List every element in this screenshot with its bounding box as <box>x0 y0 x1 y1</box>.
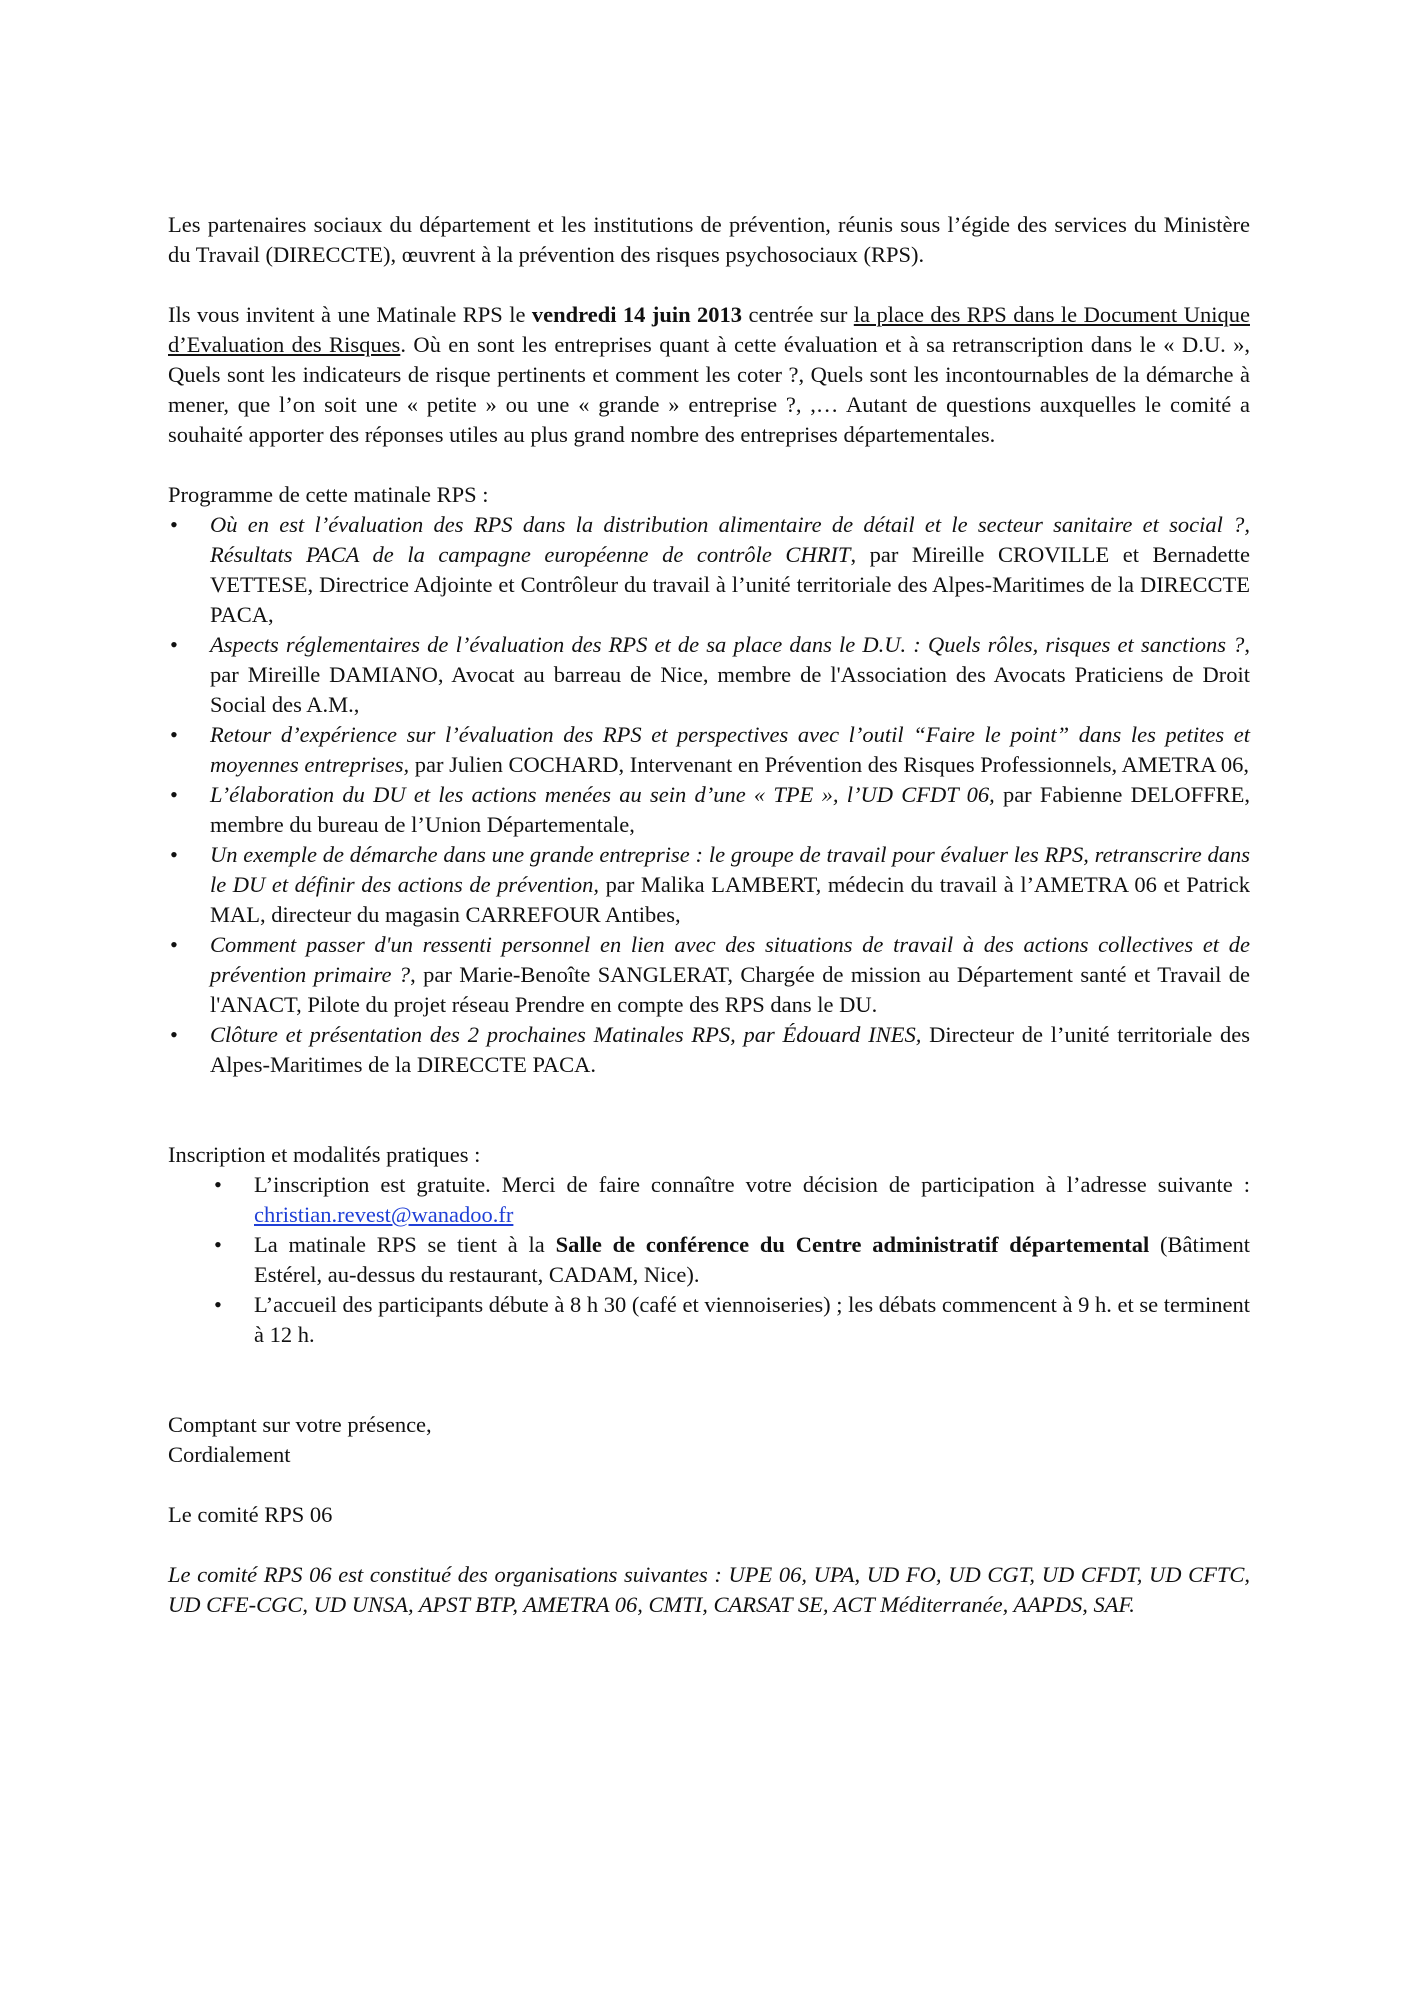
email-link[interactable]: christian.revest@wanadoo.fr <box>254 1202 514 1227</box>
invitation-prefix: Ils vous invitent à une Matinale RPS le <box>168 302 532 327</box>
programme-item-speaker: par Fabienne DELOFFRE, membre du bureau de l’Union Départementale, <box>210 782 1250 837</box>
inscription-item-location <box>168 1230 1250 1290</box>
programme-list <box>168 510 1250 1080</box>
bullet-icon: • <box>214 1292 222 1317</box>
inscription-list <box>168 1170 1250 1350</box>
bullet-icon: • <box>214 1232 222 1257</box>
programme-item <box>168 510 1250 630</box>
location-suffix: (Bâtiment Estérel, au-dessus du restaurant, CADAM, Nice). <box>254 1232 1250 1287</box>
bullet-icon: • <box>170 1022 178 1047</box>
programme-item-title: Un exemple de démarche dans une grande entreprise : le groupe de travail pour évaluer les RPS, retranscrire dans le DU et définir des actions de prévention, <box>210 842 1250 897</box>
committee-composition: Le comité RPS 06 est constitué des organisations suivantes : UPE 06, UPA, UD FO, UD CGT, UD CFDT, UD CFTC, UD CFE-CGC, UD UNSA, APST BTP, AMETRA 06, CMTI, CARSAT SE, ACT Méditerranée, AAPDS, SAF. <box>168 1562 1250 1617</box>
document-page <box>168 210 1250 1620</box>
registration-text: L’inscription est gratuite. Merci de faire connaître votre décision de participation à l’adresse suivante : <box>254 1172 1250 1197</box>
bullet-icon: • <box>170 782 178 807</box>
programme-item <box>168 720 1250 780</box>
location-prefix: La matinale RPS se tient à la <box>254 1232 556 1257</box>
inscription-item-schedule <box>168 1290 1250 1350</box>
event-topic: la place des RPS dans le Document Unique d’Evaluation des Risques <box>168 302 1250 357</box>
programme-item-title: L’élaboration du DU et les actions menées au sein d’une « TPE », l’UD CFDT 06, <box>210 782 995 807</box>
programme-heading: Programme de cette matinale RPS : <box>168 482 489 507</box>
programme-item-title: Aspects réglementaires de l’évaluation des RPS et de sa place dans le D.U. : Quels rôles, risques et sanctions ? <box>210 632 1245 657</box>
bullet-icon: • <box>170 722 178 747</box>
programme-item-title: Comment passer d'un ressenti personnel en lien avec des situations de travail à des actions collectives et de prévention primaire ? <box>210 932 1250 987</box>
programme-item-title: Clôture et présentation des 2 prochaines Matinales RPS, par Édouard INES, <box>210 1022 922 1047</box>
closing-greeting: Cordialement <box>168 1442 291 1467</box>
bullet-icon: • <box>170 512 178 537</box>
programme-item-title: Où en est l’évaluation des RPS dans la distribution alimentaire de détail et le secteur sanitaire et social ?, Résultats PACA de la campagne européenne de contrôle CHRIT <box>210 512 1250 567</box>
schedule-text: L’accueil des participants débute à 8 h 30 (café et viennoiseries) ; les débats commencent à 9 h. et se terminent à 12 h. <box>254 1292 1250 1347</box>
invitation-suffix: . Où en sont les entreprises quant à cette évaluation et à sa retranscription dans le « D.U. », Quels sont les indicateurs de risque pertinents et comment les coter ?, Quels sont les incontournables de la démarche à mener, que l’on soit une « petite » ou une « grande » entreprise ?, ,… Autant de questions auxquelles le comité a souhaité apporter des réponses utiles au plus grand nombre des entreprises départementales. <box>168 332 1250 447</box>
programme-item <box>168 780 1250 840</box>
inscription-item-registration <box>168 1170 1250 1230</box>
programme-item-speaker: , par Mireille DAMIANO, Avocat au barreau de Nice, membre de l'Association des Avocats Praticiens de Droit Social des A.M., <box>210 632 1250 717</box>
programme-item <box>168 630 1250 720</box>
bullet-icon: • <box>170 632 178 657</box>
programme-item-speaker: , par Mireille CROVILLE et Bernadette VETTESE, Directrice Adjointe et Contrôleur du travail à l’unité territoriale des Alpes-Maritimes de la DIRECCTE PACA, <box>210 542 1250 627</box>
intro-paragraph: Les partenaires sociaux du département et les institutions de prévention, réunis sous l’égide des services du Ministère du Travail (DIRECCTE), œuvrent à la prévention des risques psychosociaux (RPS). <box>168 212 1250 267</box>
programme-item <box>168 1020 1250 1080</box>
invitation-paragraph <box>168 300 1250 450</box>
programme-item-speaker: par Julien COCHARD, Intervenant en Prévention des Risques Professionnels, AMETRA 06, <box>409 752 1250 777</box>
inscription-heading: Inscription et modalités pratiques : <box>168 1142 481 1167</box>
bullet-icon: • <box>170 842 178 867</box>
programme-item-speaker: Directeur de l’unité territoriale des Alpes-Maritimes de la DIRECCTE PACA. <box>210 1022 1250 1077</box>
bullet-icon: • <box>214 1172 222 1197</box>
location-venue: Salle de conférence du Centre administratif départemental <box>555 1232 1150 1257</box>
closing-line: Comptant sur votre présence, <box>168 1412 432 1437</box>
programme-item-speaker: par Malika LAMBERT, médecin du travail à l’AMETRA 06 et Patrick MAL, directeur du magasin CARREFOUR Antibes, <box>210 872 1250 927</box>
bullet-icon: • <box>170 932 178 957</box>
programme-item-speaker: , par Marie-Benoîte SANGLERAT, Chargée de mission au Département santé et Travail de l'ANACT, Pilote du projet réseau Prendre en compte des RPS dans le DU. <box>210 962 1250 1017</box>
invitation-middle: centrée sur <box>742 302 854 327</box>
signature: Le comité RPS 06 <box>168 1502 333 1527</box>
programme-item-title: Retour d’expérience sur l’évaluation des RPS et perspectives avec l’outil “Faire le point” dans les petites et moyennes entreprises, <box>210 722 1250 777</box>
programme-item <box>168 840 1250 930</box>
event-date: vendredi 14 juin 2013 <box>531 302 743 327</box>
programme-item <box>168 930 1250 1020</box>
